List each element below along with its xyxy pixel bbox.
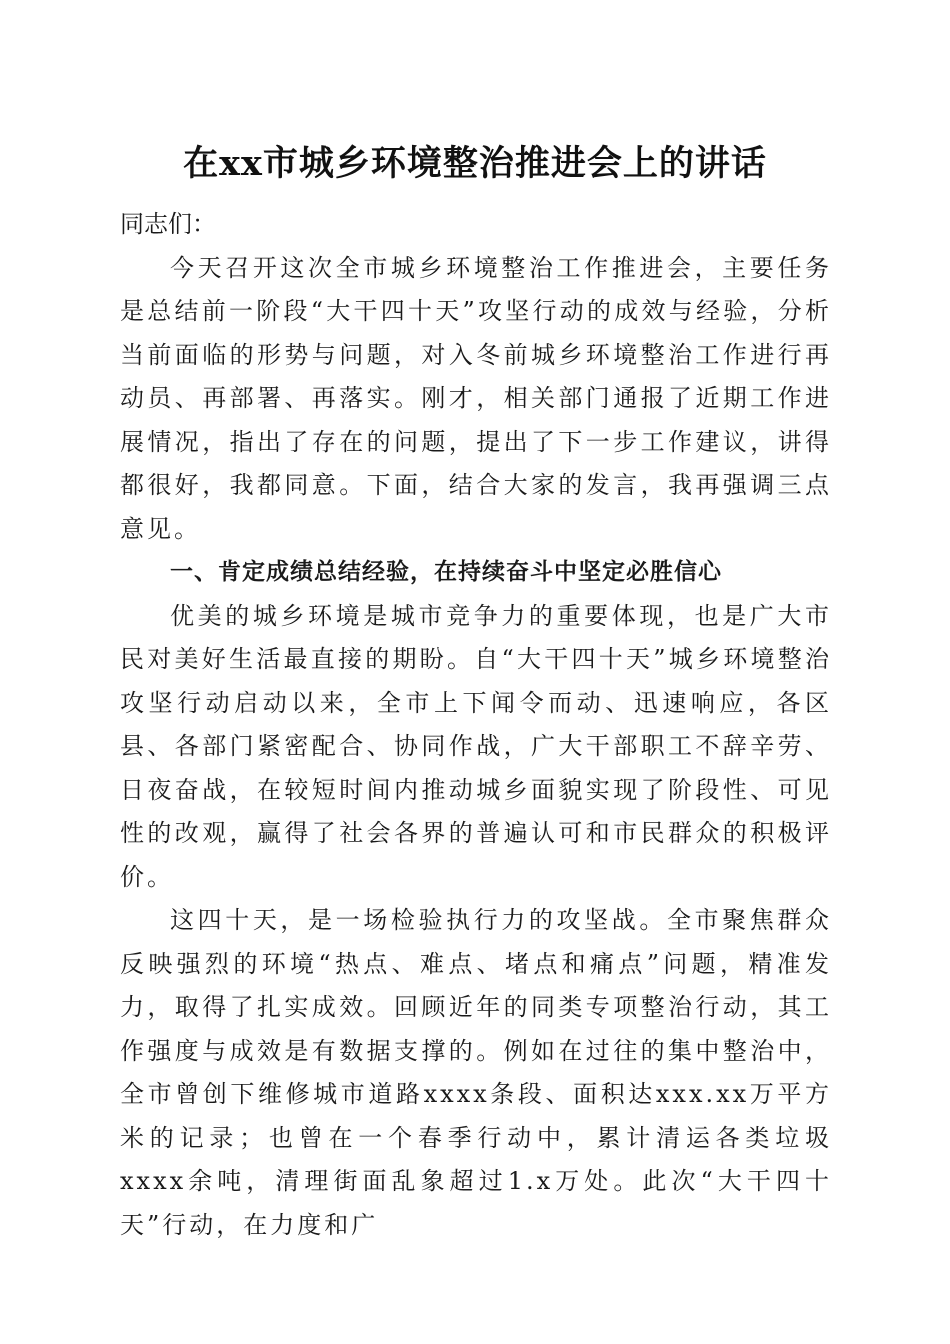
salutation: 同志们：: [120, 210, 216, 238]
section1-paragraph-1: 优美的城乡环境是城市竞争力的重要体现，也是广大市民对美好生活最直接的期盼。自“大干四十天”城乡环境整治攻坚行动启动以来，全市上下闻令而动、迅速响应，各区县、各部门紧密配合、协同作战，广大干部职工不辞辛劳、日夜奋战，在较短时间内推动城乡面貌实现了阶段性、可见性的改观，赢得了社会各界的普遍认可和市民群众的积极评价。: [120, 601, 832, 891]
section1-paragraph-2: 这四十天，是一场检验执行力的攻坚战。全市聚焦群众反映强烈的环境“热点、难点、堵点和痛点”问题，精准发力，取得了扎实成效。回顾近年的同类专项整治行动，其工作强度与成效是有数据支撑的。例如在过往的集中整治中，全市曾创下维修城市道路xxxx条段、面积达xxx.xx万平方米的记录；也曾在一个春季行动中，累计清运各类垃圾xxxx余吨，清理街面乱象超过1.x万处。此次“大干四十天”行动，在力度和广: [120, 906, 832, 1239]
section-heading-1: 一、肯定成绩总结经验，在持续奋斗中坚定必胜信心: [170, 559, 722, 585]
document-title: 在xx市城乡环境整治推进会上的讲话: [183, 143, 767, 184]
intro-paragraph: 今天召开这次全市城乡环境整治工作推进会，主要任务是总结前一阶段“大干四十天”攻坚行动的成效与经验，分析当前面临的形势与问题，对入冬前城乡环境整治工作进行再动员、再部署、再落实。刚才，相关部门通报了近期工作进展情况，指出了存在的问题，提出了下一步工作建议，讲得都很好，我都同意。下面，结合大家的发言，我再强调三点意见。: [120, 253, 832, 543]
document-body: [120, 203, 832, 1247]
